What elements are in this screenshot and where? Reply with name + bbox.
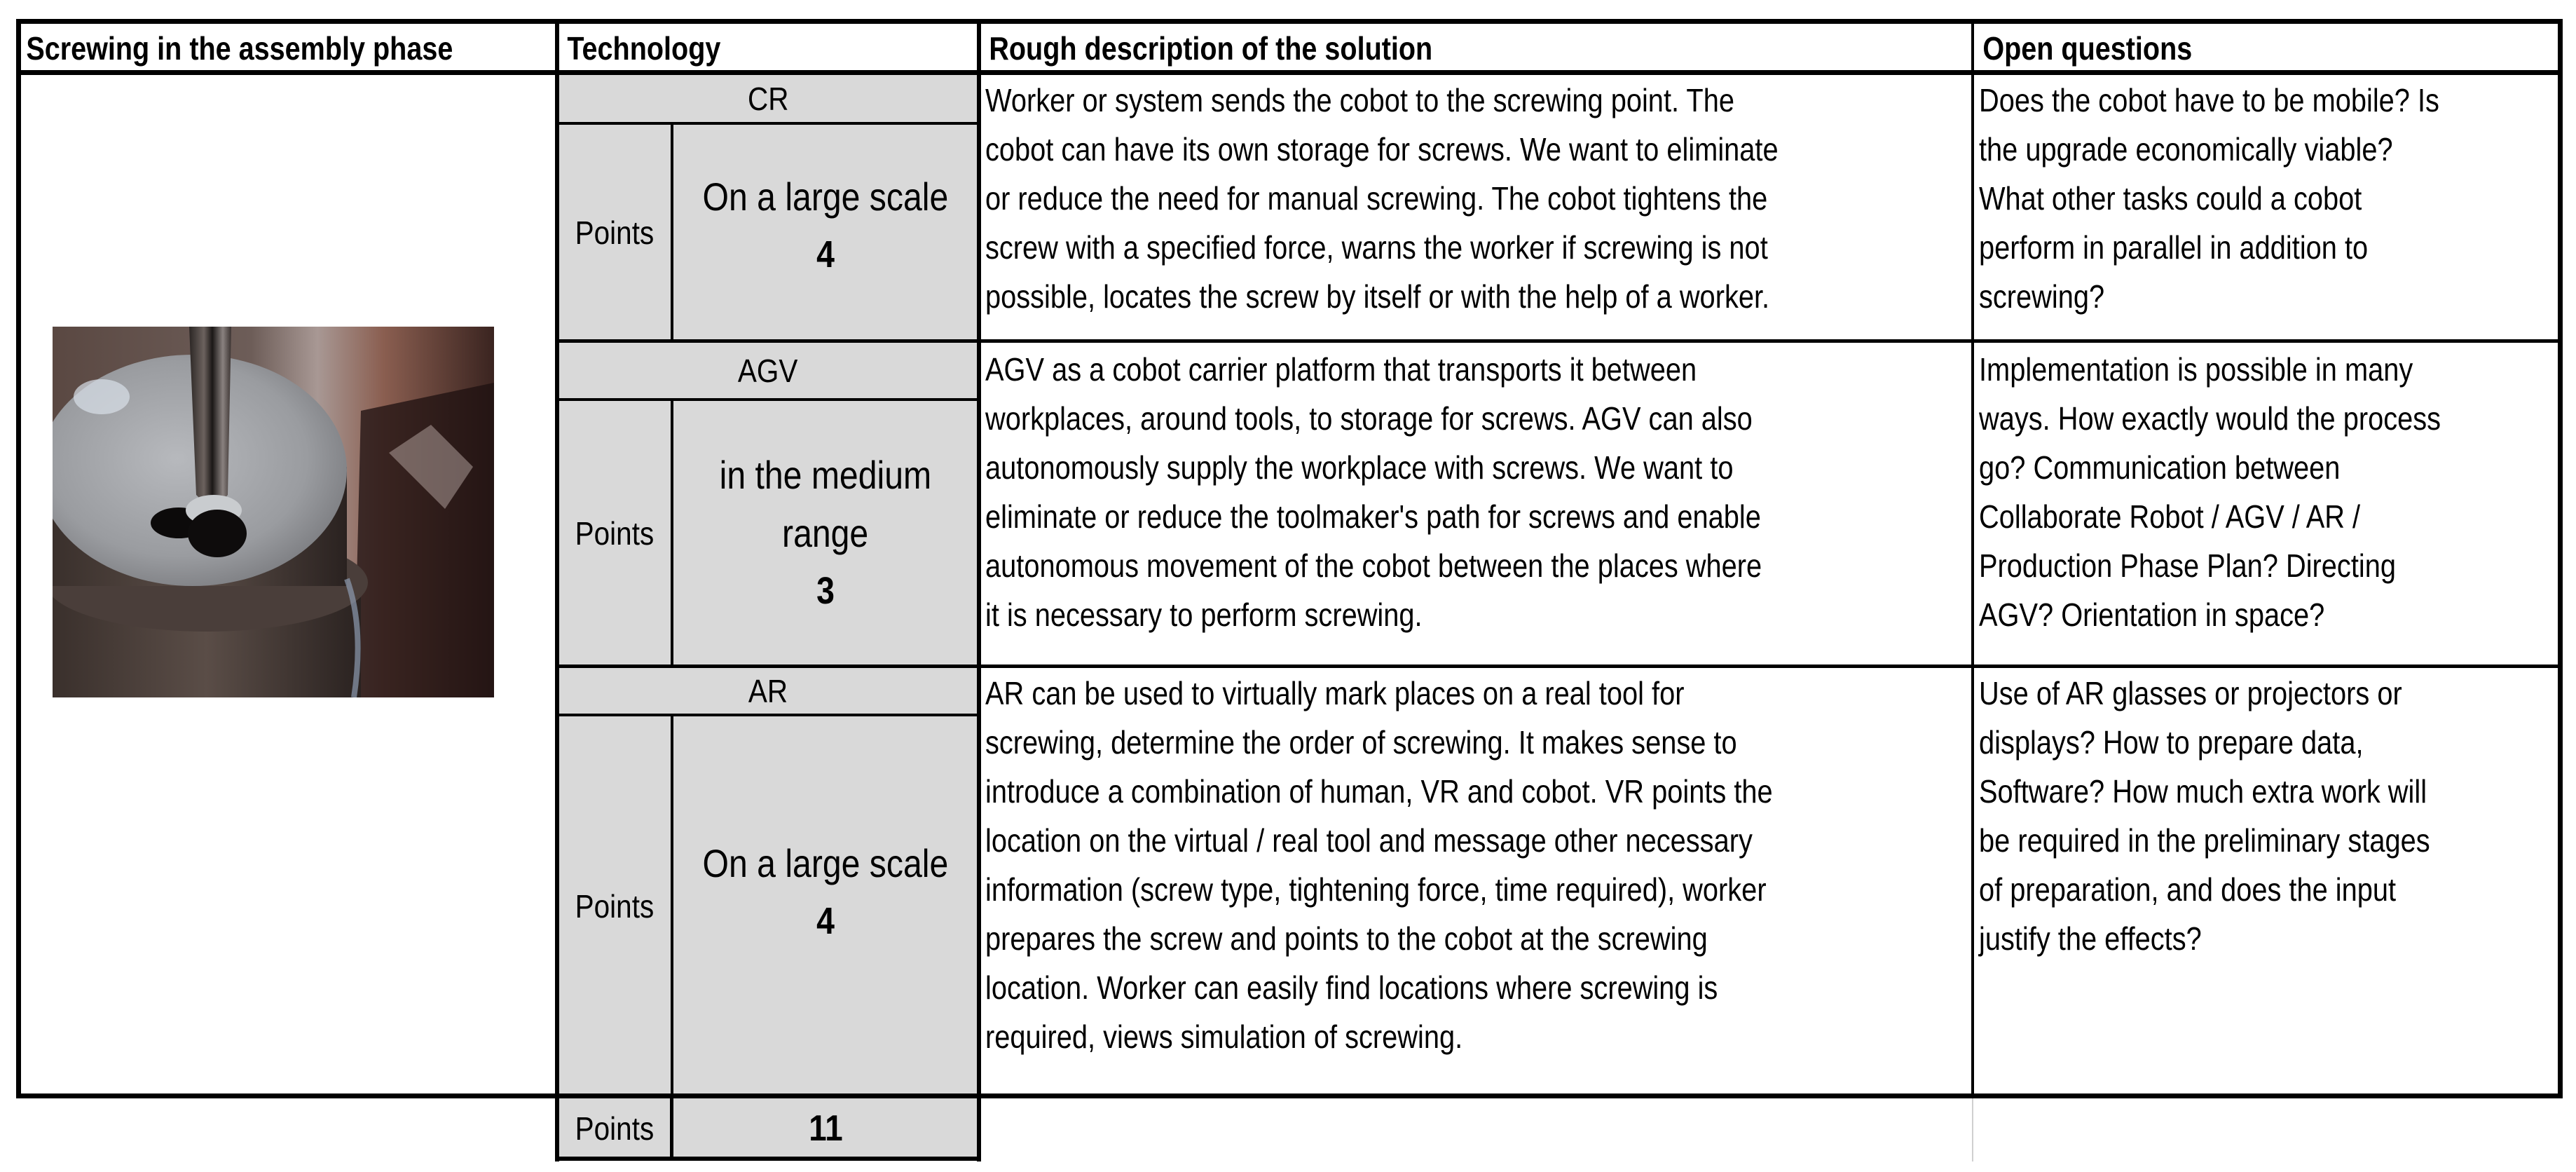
description-agv: AGV as a cobot carrier platform that transports it between workplaces, around tools, to storage for screws. AGV can also autonomously supply the workplace with screws. We want to eliminate or reduce the toolmaker's path for screws and enable autonomous movement of the cobot between the places where it is necessary to perform screwing. — [985, 351, 1762, 633]
header-questions: Open questions — [1982, 30, 2193, 67]
total-points-label: Points — [575, 1110, 655, 1147]
points-label-ar: Points — [575, 888, 655, 925]
border-table-bottom — [16, 1093, 2563, 1098]
border-header-bottom — [16, 70, 2563, 75]
header-task: Screwing in the assembly phase — [26, 30, 453, 67]
description-cr: Worker or system sends the cobot to the screwing point. The cobot can have its own storage for screws. We want to eliminate or reduce the need for manual screwing. The cobot tightens the screw with a specified force, warns the worker if screwing is not possible, locates the screw by itself or with the help of a worker. — [985, 82, 1779, 315]
border-row-agv — [557, 665, 2563, 668]
scale-agv: in the medium range 3 — [672, 400, 979, 667]
sheet-gridline — [1972, 1098, 1973, 1161]
border-agv-label — [557, 398, 979, 401]
scale-cr: On a large scale 4 — [672, 123, 979, 341]
tech-label-agv: AGV — [738, 352, 798, 389]
border-right — [2558, 19, 2563, 1098]
border-left — [16, 19, 21, 1098]
screwing-photo — [53, 327, 494, 697]
points-value-agv: 3 — [816, 570, 835, 612]
border-col-questions — [1971, 19, 1974, 1098]
border-ar-label — [557, 714, 979, 716]
tech-label-ar: AR — [748, 672, 788, 709]
points-value-ar: 4 — [816, 900, 835, 942]
screwing-photo-illustration — [53, 327, 494, 697]
points-value-cr: 4 — [816, 233, 835, 275]
border-points-ar — [671, 715, 673, 1098]
border-points-total — [670, 1098, 673, 1159]
border-top — [16, 19, 2563, 24]
border-total-bottom — [555, 1157, 981, 1161]
border-col-tech-left — [555, 19, 559, 1161]
total-points-value: 11 — [808, 1108, 843, 1149]
border-col-tech-right — [977, 19, 981, 1161]
header-technology: Technology — [567, 30, 721, 67]
border-points-agv — [671, 400, 673, 667]
points-label-agv: Points — [575, 515, 655, 552]
questions-ar: Use of AR glasses or projectors or displays? How to prepare data, Software? How much extra work will be required in the preliminary stages of preparation, and does the input justify the effects? — [1979, 675, 2430, 957]
description-ar: AR can be used to virtually mark places on a real tool for screwing, determine the order of screwing. It makes sense to introduce a combination of human, VR and cobot. VR points the location on the virtual / real tool and message other necessary information (screw type, tightening force, time required), worker prepares the screw and points to the cobot at the screwing location. Worker can easily find locations where screwing is required, views simulation of screwing. — [985, 675, 1773, 1055]
points-label-cr: Points — [575, 214, 655, 251]
border-cr-label — [557, 122, 979, 125]
questions-cr: Does the cobot have to be mobile? Is the upgrade economically viable? What other tasks could a cobot perform in parallel in addition to screwing? — [1979, 82, 2439, 315]
border-points-cr — [671, 123, 673, 341]
scale-ar: On a large scale 4 — [672, 715, 979, 1098]
border-row-cr — [557, 339, 2563, 343]
tech-label-cr: CR — [747, 80, 789, 117]
header-description: Rough description of the solution — [989, 30, 1433, 67]
questions-agv: Implementation is possible in many ways. How exactly would the process go? Communication between Collaborate Robot / AGV / AR / Production Phase Plan? Directing AGV? Orientation in space? — [1979, 351, 2441, 633]
